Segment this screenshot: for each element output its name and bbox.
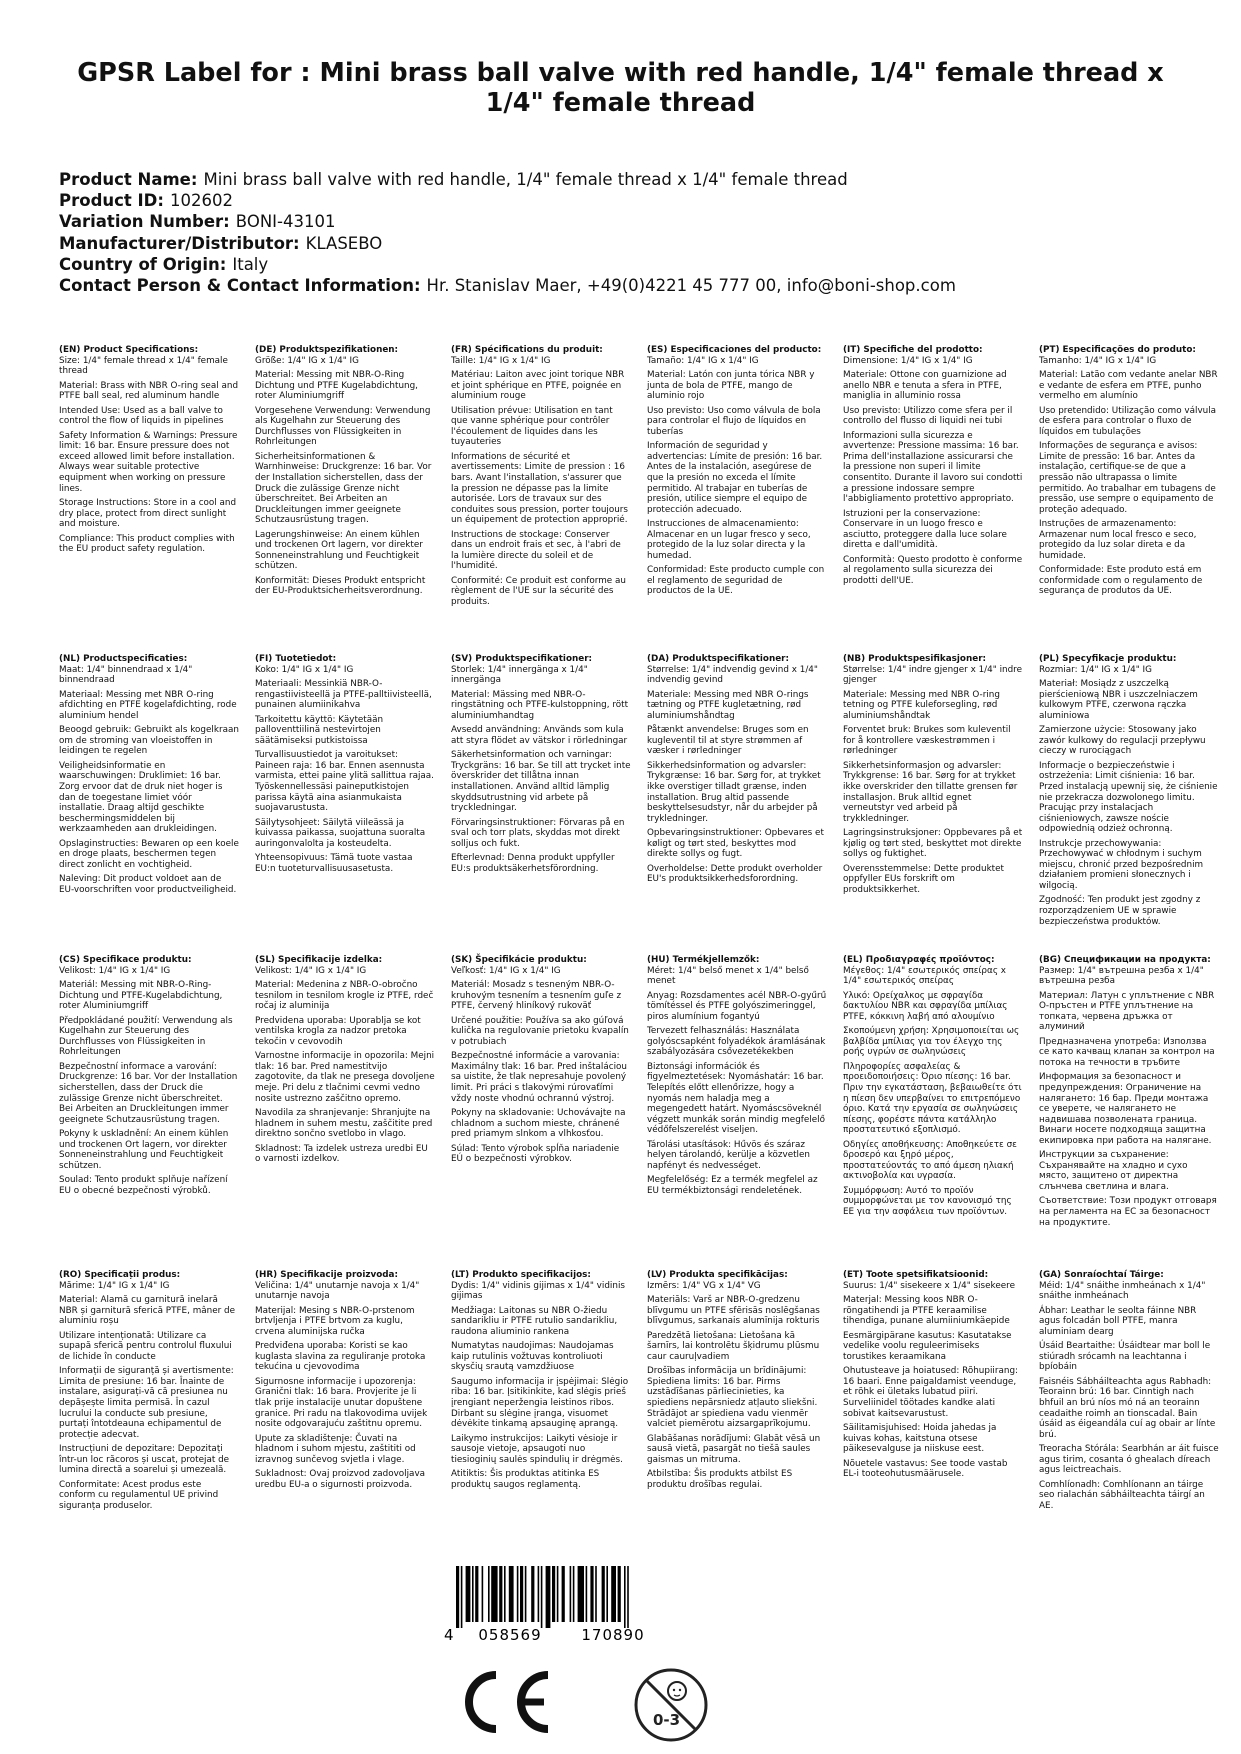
spec-heading: (PT) Especificações do produto: (1039, 345, 1196, 355)
spec-paragraph: Materiál: Messing mit NBR-O-Ring-Dichtung und PTFE-Kugelabdichtung, roter Aluminiumgriff (59, 980, 223, 1012)
spec-paragraph: Conformità: Questo prodotto è conforme al regolamento sulla sicurezza dei prodotti dell'UE. (843, 554, 1023, 586)
spec-paragraph: Conformitate: Acest produs este conform cu regulamentul UE privind siguranța produselor. (59, 1479, 219, 1511)
barcode-bar (504, 1566, 506, 1622)
spec-block (255, 345, 435, 601)
barcode-bar (578, 1566, 584, 1622)
spec-paragraph: Forventet bruk: Brukes som kuleventil for å kontrollere væskestrømmen i rørledninger (843, 725, 1011, 757)
barcode-bar (590, 1566, 593, 1622)
spec-heading: (SK) Špecifikácie produktu: (451, 955, 587, 965)
spec-paragraph: Sukladnost: Ovaj proizvod zadovoljava uredbu EU-a o sigurnosti proizvoda. (255, 1469, 426, 1490)
spec-paragraph: Materiale: Messing med NBR O-rings tætning og PTFE kugletætning, rød aluminiumshåndtag (647, 689, 809, 721)
spec-paragraph: Материал: Латун с уплътнение с NBR О-пръстен и PTFE уплътнение на топката, червена дръжка от алуминий (1039, 990, 1215, 1033)
spec-heading: (NB) Produktspesifikasjoner: (843, 654, 987, 664)
info-value: Mini brass ball valve with red handle, 1/4" female thread x 1/4" female thread (203, 170, 848, 189)
barcode-bar (552, 1566, 555, 1622)
spec-paragraph: Treoracha Stórála: Searbhán ar áit fuisce agus tirim, cosanta ó ghealach díreach agus leictreachais. (1039, 1444, 1219, 1476)
barcode-bar (586, 1566, 588, 1622)
spec-paragraph: Tarkoitettu käyttö: Käytetään palloventtiilinä nestevirtojen säätämiseksi putkistoissa (255, 714, 384, 746)
spec-paragraph: Velikost: 1/4" IG x 1/4" IG (59, 965, 171, 976)
spec-heading: (SL) Specifikacije izdelka: (255, 955, 383, 965)
spec-paragraph: Atitiktis: Šis produktas atitinka ES produktų saugos reglamentą. (451, 1469, 600, 1490)
spec-paragraph: Lagerungshinweise: An einem kühlen und trockenen Ort lagern, vor direkter Sonneneinstrahlung und Feuchtigkeit schützen. (255, 529, 423, 572)
barcode-bar (499, 1566, 502, 1622)
spec-paragraph: Μέγεθος: 1/4" εσωτερικός σπείρας x 1/4" εσωτερικός σπείρας (843, 965, 1006, 987)
barcode-digits-mid: 058569 (478, 1626, 542, 1644)
spec-block (451, 654, 631, 878)
spec-paragraph: Material: Brass with NBR O-ring seal and PTFE ball seal, red aluminum handle (59, 380, 239, 402)
spec-paragraph: Eesmärgipärane kasutus: Kasutatakse vedelike voolu reguleerimiseks torustikes keraamikana (843, 1330, 1012, 1362)
spec-heading: (DA) Produktspecifikationer: (647, 654, 790, 664)
spec-paragraph: Utilizare intenționată: Utilizare ca supapă sferică pentru controlul fluxului de lichide în conducte (59, 1330, 232, 1362)
spec-paragraph: Biztonsági információk és figyelmeztetések: Nyomáshatár: 16 bar. Telepítés előtt ellenőrizze, hogy a nyomás nem haladja meg a megengedett határt. Nyomáscsöveknél végzett munkák során mindig megfelelő védőfelszerelést viseljen. (647, 1061, 825, 1136)
spec-paragraph: Overholdelse: Dette produkt overholder EU's produktsikkerhedsforordning. (647, 863, 823, 885)
info-label: Country of Origin: (59, 254, 227, 274)
spec-paragraph: Zgodność: Ten produkt jest zgodny z rozporządzeniem UE w sprawie bezpieczeństwa produktów. (1039, 895, 1201, 927)
spec-paragraph: Atbilstība: Šis produkts atbilst ES produktu drošības regulai. (647, 1469, 793, 1490)
spec-paragraph: Съответствие: Този продукт отговаря на регламента на ЕС за безопасност на продуктите. (1039, 1196, 1217, 1228)
spec-block (843, 1270, 1023, 1484)
spec-paragraph: Größe: 1/4" IG x 1/4" IG (255, 355, 359, 366)
spec-heading: (GA) Sonraíochtaí Táirge: (1039, 1270, 1164, 1280)
spec-paragraph: Material: Medenina z NBR-O-obročno tesnilom in tesnilom krogle iz PTFE, rdeč ročaj iz aluminija (255, 980, 434, 1012)
spec-block (59, 955, 239, 1200)
spec-paragraph: Tamanho: 1/4" IG x 1/4" IG (1039, 355, 1157, 366)
spec-paragraph: Sikkerhetsinformasjon og advarsler: Trykkgrense: 16 bar. Sørg for at trykket ikke overskrider den tillatte grensen før installasjon. Bruk alltid egnet verneutstyr ved arbeid på trykkledninger. (843, 760, 1018, 824)
spec-heading: (NL) Productspecificaties: (59, 654, 188, 664)
spec-paragraph: Instructions de stockage: Conserver dans un endroit frais et sec, à l'abri de la lumière directe du soleil et de l'humidité. (451, 529, 621, 572)
spec-paragraph: Paredzētā lietošana: Lietošana kā šarnīrs, lai kontrolētu šķidrumu plūsmu caur cauruļvadiem (647, 1330, 820, 1362)
spec-heading: (PL) Specyfikacje produktu: (1039, 654, 1177, 664)
spec-paragraph: Turvallisuustiedot ja varoitukset: Paineen raja: 16 bar. Ennen asennusta varmista, ettei paine ylitä sallittua rajaa. Työskennellessäsi paineputkistojen parissa käytä aina asianmukaista suojavarustusta. (255, 750, 434, 814)
spec-paragraph: Saugumo informacija ir įspėjimai: Slėgio riba: 16 bar. Įsitikinkite, kad slėgis prieš įrengiant neperžengia leistinos ribos. Dirbant su slėgine įranga, visuomet dėvėkite tinkamą apsauginę aprangą. (451, 1376, 629, 1430)
spec-block (1039, 1270, 1219, 1515)
spec-paragraph: Anyag: Rozsdamentes acél NBR-O-gyűrű tömítéssel és PTFE golyószimeringgel, piros alumínium fogantyú (647, 990, 827, 1022)
spec-paragraph: Opslaginstructies: Bewaren op een koele en droge plaats, beschermen tegen direct zonlicht en vochtigheid. (59, 838, 239, 870)
spec-paragraph: Materjal: Messing koos NBR O-rõngatihendi ja PTFE keraamilise tihendiga, punane alumiiniumkäepide (843, 1295, 1010, 1327)
spec-paragraph: Taille: 1/4" IG x 1/4" IG (451, 355, 551, 366)
spec-block (59, 345, 239, 559)
spec-paragraph: Size: 1/4" female thread x 1/4" female thread (59, 355, 228, 377)
spec-paragraph: Material: Mässing med NBR-O-ringstätning och PTFE-kulstoppning, rött aluminiumhandtag (451, 689, 629, 721)
barcode-bar (595, 1566, 597, 1622)
info-label: Product ID: (59, 191, 164, 211)
spec-heading: (HU) Termékjellemzők: (647, 955, 760, 965)
spec-block (451, 955, 631, 1169)
barcode-bar (602, 1566, 605, 1622)
barcode-bar (466, 1566, 471, 1622)
spec-paragraph: Material: Latón con junta tórica NBR y junta de bola de PTFE, mango de aluminio rojo (647, 370, 815, 402)
spec-block (843, 345, 1023, 590)
spec-block (255, 955, 435, 1169)
spec-paragraph: Conformidade: Este produto está em conformidade com o regulamento de segurança de produtos da UE. (1039, 565, 1203, 597)
spec-paragraph: Konformität: Dieses Produkt entspricht der EU-Produktsicherheitsverordnung. (255, 575, 426, 597)
info-value: KLASEBO (305, 233, 383, 253)
spec-heading: (DE) Produktspezifikationen: (255, 345, 399, 355)
spec-paragraph: Safety Information & Warnings: Pressure limit: 16 bar. Ensure pressure does not exceed allowed limit before installation. Always wear suitable protective equipment when working on pressure lines. (59, 430, 238, 494)
spec-paragraph: Skladnost: Ta izdelek ustreza uredbi EU o varnosti izdelkov. (255, 1143, 428, 1165)
spec-paragraph: Material: Latão com vedante anelar NBR e vedante de esfera em PTFE, punho vermelho em alumínio (1039, 370, 1218, 402)
info-row (59, 169, 1189, 190)
spec-paragraph: Úsáid Beartaithe: Úsáidtear mar boll le stiúradh srócamh na leachtanna i bpíobáin (1039, 1341, 1211, 1373)
spec-heading: (RO) Specificații produs: (59, 1270, 181, 1280)
spec-paragraph: Tárolási utasítások: Hűvös és száraz helyen tárolandó, kerülje a közvetlen napfényt és nedvességet. (647, 1139, 810, 1171)
spec-paragraph: Rozmiar: 1/4" IG x 1/4" IG (1039, 664, 1152, 675)
spec-paragraph: Tervezett felhasználás: Használata golyóscsapként folyadékok áramlásának szabályozására csővezetékekben (647, 1026, 826, 1058)
spec-paragraph: Upute za skladištenje: Čuvati na hladnom i suhom mjestu, zaštititi od izravnog sunčevog svjetla i vlage. (255, 1433, 416, 1465)
spec-paragraph: Materiaal: Messing met NBR O-ring afdichting en PTFE kogelafdichting, rode aluminium hendel (59, 689, 237, 721)
spec-paragraph: Soulad: Tento produkt splňuje nařízení EU o obecné bezpečnosti výrobků. (59, 1175, 228, 1196)
spec-block (647, 654, 827, 889)
spec-paragraph: Σκοπούμενη χρήση: Χρησιμοποιείται ως βαλβίδα μπίλιας για τον έλεγχο της ροής υγρών σε σωληνώσεις (843, 1026, 1020, 1058)
product-info (59, 169, 1189, 296)
barcode-bar (472, 1566, 474, 1622)
info-row (59, 233, 1189, 254)
spec-block (451, 345, 631, 612)
spec-paragraph: Instruções de armazenamento: Armazenar num local fresco e seco, protegido da luz solar direta e da humidade. (1039, 519, 1197, 561)
spec-paragraph: Pokyny na skladovanie: Uchovávajte na chladnom a suchom mieste, chránené pred priamym slnkom a vlhkosťou. (451, 1108, 626, 1140)
spec-paragraph: Säkerhetsinformation och varningar: Tryckgräns: 16 bar. Se till att trycket inte överskrider det tillåtna innan installationen. Använd alltid lämplig skyddsutrustning vid arbete på tryckledningar. (451, 750, 631, 814)
spec-paragraph: Materiał: Mosiądz z uszczelką pierścieniową NBR i uszczelniaczem kulkowym PTFE, czerwona rączka aluminiowa (1039, 679, 1198, 721)
spec-paragraph: Laikymo instrukcijos: Laikyti vėsioje ir sausoje vietoje, apsaugoti nuo tiesioginių saulės spindulių ir drėgmės. (451, 1433, 623, 1465)
barcode-bar (509, 1566, 514, 1622)
info-row (59, 190, 1189, 211)
spec-paragraph: Materijal: Mesing s NBR-O-prstenom brtvljenja i PTFE brtvom za kuglu, crvena aluminijska ručka (255, 1305, 415, 1337)
spec-paragraph: Numatytas naudojimas: Naudojamas kaip rutulinis vožtuvas kontroliuoti skysčių srautą vamzdžiuose (451, 1341, 614, 1373)
spec-paragraph: Materiale: Ottone con guarnizione ad anello NBR e tenuta a sfera in PTFE, maniglia in alluminio rossa (843, 370, 1007, 402)
info-value: BONI-43101 (235, 212, 336, 232)
info-label: Product Name: (59, 170, 198, 189)
spec-paragraph: Méret: 1/4" belső menet x 1/4" belső menet (647, 965, 809, 987)
spec-paragraph: Vorgesehene Verwendung: Verwendung als Kugelhahn zur Steuerung des Durchflusses von Flüssigkeiten in Rohrleitungen (255, 405, 431, 448)
spec-paragraph: Méid: 1/4" snáithe inmheánach x 1/4" snáithe inmheánach (1039, 1280, 1206, 1302)
spec-heading: (BG) Спецификации на продукта: (1039, 955, 1211, 965)
barcode-bar (531, 1566, 534, 1622)
spec-paragraph: Predvidena uporaba: Uporablja se kot ventilska krogla za nadzor pretoka tekočin v cevovodih (255, 1015, 421, 1047)
spec-paragraph: Información de seguridad y advertencias: Límite de presión: 16 bar. Antes de la instalación, asegúrese de que la presión no exceda el límite permitido. Al trabajar en tuberías de presión, utilice siempre el equipo de protección adecuado. (647, 441, 823, 515)
barcode-bar (618, 1566, 621, 1622)
spec-paragraph: Uso pretendido: Utilização como válvula de esfera para controlar o fluxo de líquidos em tubulações (1039, 405, 1217, 437)
info-row (59, 275, 1189, 296)
barcode (440, 1562, 680, 1644)
spec-paragraph: Materiāls: Varš ar NBR-O-gredzenu blīvgumu un PTFE sfērisās noslēgšanas blīvgumus, sarkanais alumīnija rokturis (647, 1295, 820, 1327)
spec-paragraph: Koko: 1/4" IG x 1/4" IG (255, 664, 354, 675)
spec-paragraph: Veiligheidsinformatie en waarschuwingen: Druklimiet: 16 bar. Zorg ervoor dat de druk niet hoger is dan de toegestane limiet vóór installatie. Draag altijd geschikte beschermingsmiddelen bij werkzaamheden aan drukleidingen. (59, 760, 223, 835)
spec-paragraph: Dimensione: 1/4" IG x 1/4" IG (843, 355, 973, 366)
spec-block (1039, 345, 1219, 601)
spec-paragraph: Πληροφορίες ασφαλείας & προειδοποιήσεις: Όριο πίεσης: 16 bar. Πριν την εγκατάσταση, βεβαιωθείτε ότι η πίεση δεν υπερβαίνει το επιτρεπόμενο όριο. Κατά την εργασία σε σωληνώσεις πίεσης, φορέστε πάντα κατάλληλο προστατευτικό εξοπλισμό. (843, 1061, 1022, 1136)
spec-block (647, 955, 827, 1200)
spec-paragraph: Opbevaringsinstruktioner: Opbevares et køligt og tørt sted, beskyttes mod direkte sollys og fugt. (647, 828, 824, 860)
spec-paragraph: Izmērs: 1/4" VG x 1/4" VG (647, 1280, 761, 1291)
spec-paragraph: Předpokládané použití: Verwendung als Kugelhahn zur Steuerung des Durchflusses von Flüssigkeiten in Rohrleitungen (59, 1015, 233, 1058)
spec-block (843, 654, 1023, 899)
spec-paragraph: Conformidad: Este producto cumple con el reglamento de seguridad de productos de la UE. (647, 565, 825, 597)
spec-paragraph: Naleving: Dit product voldoet aan de EU-voorschriften voor productveiligheid. (59, 874, 237, 895)
spec-paragraph: Säilitamisjuhised: Hoida jahedas ja kuivas kohas, kaitstuna otsese päikesevalguse ja niiskuse eest. (843, 1423, 997, 1455)
spec-paragraph: Yhteensopivuus: Tämä tuote vastaa EU:n tuoteturvallisuusasetusta. (255, 853, 413, 874)
spec-heading: (SV) Produktspecifikationer: (451, 654, 593, 664)
barcode-bar (570, 1566, 572, 1622)
barcode-digits-last: 170890 (581, 1626, 645, 1644)
spec-paragraph: Materiál: Mosadz s tesneným NBR-O-kruhovým tesnením a tesnením guľe z PTFE, červený hliníkový rukoväť (451, 980, 622, 1012)
spec-block (1039, 654, 1219, 931)
spec-paragraph: Påtænkt anvendelse: Bruges som en kugleventil til at styre strømmen af væsker i rørledninger (647, 725, 809, 757)
spec-block (255, 654, 435, 878)
barcode-bar (546, 1566, 551, 1628)
spec-heading: (ET) Toote spetsifikatsioonid: (843, 1270, 989, 1280)
spec-paragraph: Faisnéis Sábháilteachta agus Rabhadh: Teorainn brú: 16 bar. Cinntigh nach bhfuil an brú níos mó ná an teorainn ceadaithe roimh an tionscadal. Bain úsáid as éigeandála cuí ag obair ar línte brú. (1039, 1376, 1216, 1440)
spec-paragraph: Instrucțiuni de depozitare: Depozitați într-un loc răcoros și uscat, protejat de lumina directă a soarelui și umezeală. (59, 1444, 230, 1476)
barcode-bar (557, 1566, 559, 1622)
spec-paragraph: Informations de sécurité et avertissements: Limite de pression : 16 bars. Avant l'installation, s'assurer que la pression ne dépasse pas la limite autorisée. Lors de travaux sur des conduites sous pression, porter toujours un équipement de protection approprié. (451, 451, 629, 526)
spec-paragraph: Overensstemmelse: Dette produktet oppfyller EUs forskrift om produktsikkerhet. (843, 863, 1004, 895)
spec-paragraph: Tamaño: 1/4" IG x 1/4" IG (647, 355, 759, 366)
spec-heading: (CS) Specifikace produktu: (59, 955, 192, 965)
spec-block (59, 654, 239, 899)
spec-paragraph: Οδηγίες αποθήκευσης: Αποθηκεύετε σε δροσερό και ξηρό μέρος, προστατεύοντάς το από άμεση ηλιακή ακτινοβολία και υγρασία. (843, 1139, 1017, 1182)
spec-paragraph: Uso previsto: Uso como válvula de bola para controlar el flujo de líquidos en tuberías (647, 405, 821, 437)
spec-paragraph: Navodila za shranjevanje: Shranjujte na hladnem in suhem mestu, zaščitite pred direktno sončno svetlobo in vlago. (255, 1108, 433, 1140)
info-label: Variation Number: (59, 212, 230, 232)
barcode-bar (541, 1566, 543, 1628)
info-value: Italy (232, 254, 269, 274)
barcode-bar (456, 1566, 459, 1628)
barcode-bar (517, 1566, 519, 1622)
spec-paragraph: Συμμόρφωση: Αυτό το προϊόν συμμορφώνεται με τον κανονισμό της ΕΕ για την ασφάλεια των προϊόντων. (843, 1185, 1012, 1218)
spec-block (1039, 955, 1219, 1232)
spec-paragraph: Sigurnosne informacije i upozorenja: Granični tlak: 16 bara. Provjerite je li tlak prije instalacije unutar dopuštene granice. Pri radu na tlakovodima uvijek nosite odgovarajuću zaštitnu opremu. (255, 1376, 428, 1430)
info-value: 102602 (169, 191, 233, 211)
spec-paragraph: Comhlíonadh: Comhlíonann an táirge seo rialachán sábháilteachta táirgí an AE. (1039, 1479, 1205, 1511)
spec-paragraph: Maat: 1/4" binnendraad x 1/4" binnendraad (59, 664, 193, 686)
spec-block (647, 1270, 827, 1494)
barcode-bar (475, 1566, 478, 1622)
spec-paragraph: Material: Messing mit NBR-O-Ring Dichtung und PTFE Kugelabdichtung, roter Aluminiumgriff (255, 370, 418, 402)
info-row (59, 211, 1189, 232)
barcode-bar (611, 1566, 616, 1622)
info-row (59, 254, 1189, 275)
barcode-bar (520, 1566, 523, 1622)
spec-paragraph: Υλικό: Ορείχαλκος με σφραγίδα δακτυλίου NBR και σφραγίδα μπίλιας PTFE, κόκκινη λαβή από αλουμίνιο (843, 990, 1008, 1022)
spec-heading: (LT) Produkto specifikacijos: (451, 1270, 591, 1280)
spec-paragraph: Säilytysohjeet: Säilytä viileässä ja kuivassa paikassa, suojattuna suoralta auringonvalolta ja kosteudelta. (255, 817, 426, 849)
spec-paragraph: Ohutusteave ja hoiatused: Rõhupiirang: 16 baari. Enne paigaldamist veenduge, et rõhk ei ületaks lubatud piiri. Surveliinidel töötades kandke alati sobivat kaitsevarustust. (843, 1366, 1018, 1419)
barcode-bar (491, 1566, 497, 1622)
spec-heading: (LV) Produkta specifikācijas: (647, 1270, 788, 1280)
spec-paragraph: Размер: 1/4" вътрешна резба x 1/4" вътрешна резба (1039, 965, 1204, 987)
spec-paragraph: Informações de segurança e avisos: Limite de pressão: 16 bar. Antes da instalação, certifique-se de que a pressão não ultrapassa o limite permitido. Ao trabalhar em tubagens de pressão, use sempre o equipamento de proteção adequado. (1039, 441, 1216, 515)
spec-paragraph: Určené použitie: Používa sa ako gúľová kulička na regulovanie prietoku kvapalín v potrubiach (451, 1015, 629, 1047)
spec-paragraph: Mărime: 1/4" IG x 1/4" IG (59, 1280, 170, 1291)
barcode-bar (525, 1566, 527, 1622)
barcode-bar (482, 1566, 484, 1622)
spec-paragraph: Størrelse: 1/4" indvendig gevind x 1/4" indvendig gevind (647, 664, 818, 686)
barcode-bar (488, 1566, 490, 1622)
barcode-digit-first: 4 (444, 1626, 454, 1644)
barcode-bar (538, 1566, 540, 1622)
spec-paragraph: Varnostne informacije in opozorila: Mejni tlak: 16 bar. Pred namestitvijo zagotovite, da tlak ne presega dovoljene meje. Pri delu z tlačnimi cevmi vedno nosite ustrezno zaščitno opremo. (255, 1051, 435, 1104)
spec-paragraph: Beoogd gebruik: Gebruikt als kogelkraan om de stroming van vloeistoffen in leidingen te regelen (59, 725, 239, 757)
spec-paragraph: Informații de siguranță și avertismente: Limita de presiune: 16 bar. Înainte de instalare, asigurați-vă că presiunea nu depășește limita permisă. În cazul lucrului la conducte sub presiune, purtați întotdeauna echipamentul de protecție adecvat. (59, 1366, 234, 1440)
spec-paragraph: Dydis: 1/4" vidinis gijimas x 1/4" vidinis gijimas (451, 1280, 625, 1302)
barcode-bar (624, 1566, 626, 1628)
spec-paragraph: Súlad: Tento výrobok spĺňa nariadenie EÚ o bezpečnosti výrobkov. (451, 1143, 620, 1165)
spec-paragraph: Avsedd användning: Används som kula att styra flödet av vätskor i rörledningar (451, 725, 628, 746)
spec-paragraph: Conformité: Ce produit est conforme au règlement de l'UE sur la sécurité des produits. (451, 575, 626, 608)
spec-paragraph: Instrucciones de almacenamiento: Almacenar en un lugar fresco y seco, protegido de la luz solar directa y la humedad. (647, 519, 811, 561)
spec-paragraph: Drošības informācija un brīdinājumi: Spiediena limits: 16 bar. Pirms uzstādīšanas pārliecinieties, ka spiediens nepārsniedz atļauto sliekšni. Strādājot ar spiediena vadu vienmēr valciet piemērotu aizsargaprīkojumu. (647, 1366, 818, 1430)
spec-heading: (HR) Specifikacije proizvoda: (255, 1270, 398, 1280)
spec-heading: (EN) Product Specifications: (59, 345, 199, 355)
spec-paragraph: Utilisation prévue: Utilisation en tant que vanne sphérique pour contrôler l'écoulement de liquides dans les tuyauteries (451, 405, 613, 448)
spec-paragraph: Matériau: Laiton avec joint torique NBR et joint sphérique en PTFE, poignée en aluminium rouge (451, 370, 625, 402)
spec-paragraph: Instrukcje przechowywania: Przechowywać w chłodnym i suchym miejscu, chronić przed bezpośrednim działaniem promieni słonecznych i wilgocią. (1039, 838, 1204, 891)
spec-block (647, 345, 827, 601)
spec-block (255, 1270, 435, 1494)
spec-paragraph: Nõuetele vastavus: See toode vastab EL-i tooteohutusmäärusele. (843, 1458, 1008, 1480)
spec-paragraph: Sicherheitsinformationen & Warnhinweise: Druckgrenze: 16 bar. Vor der Installation sicherstellen, dass der Druck die zulässige Grenze nicht überschreitet. Bei Arbeiten an Druckleitungen immer geeignete Schutzausrüstung tragen. (255, 451, 432, 526)
spec-paragraph: Materiale: Messing med NBR O-ring tetning og PTFE kuleforsegling, rød aluminiumshåndtak (843, 689, 1000, 721)
spec-paragraph: Suurus: 1/4" sisekeere x 1/4" sisekeere (843, 1280, 1015, 1291)
spec-paragraph: Ábhar: Leathar le seolta fáinne NBR agus folcadán boll PTFE, manra aluminiam dearg (1039, 1305, 1197, 1337)
spec-paragraph: Materiaali: Messinkiä NBR-O-rengastiivisteellä ja PTFE-palltiivisteellä, punainen alumiinikahva (255, 679, 432, 711)
barcode-bar (562, 1566, 565, 1622)
barcode-bar (627, 1566, 629, 1628)
spec-paragraph: Förvaringsinstruktioner: Förvaras på en sval och torr plats, skyddas mot direkt solljus och fukt. (451, 817, 625, 849)
spec-paragraph: Pokyny k uskladnění: An einem kühlen und trockenen Ort lagern, vor direkter Sonneneinstrahlung und Feuchtigkeit schützen. (59, 1129, 229, 1171)
spec-paragraph: Predviđena uporaba: Koristi se kao kuglasta slavina za reguliranje protoka tekućina u cjevovodima (255, 1341, 426, 1373)
spec-paragraph: Предназначена употреба: Използва се като качващ клапан за контрол на потока на течности в тръбите (1039, 1036, 1215, 1068)
age-label: 0-3 (653, 1711, 681, 1729)
spec-paragraph: Zamierzone użycie: Stosowany jako zawór kulkowy do regulacji przepływu cieczy w rurociągach (1039, 725, 1206, 757)
spec-paragraph: Veličina: 1/4" unutarnje navoja x 1/4" unutarnje navoja (255, 1280, 420, 1302)
spec-heading: (FI) Tuotetiedot: (255, 654, 337, 664)
ce-mark-icon (456, 1667, 556, 1737)
spec-paragraph: Uso previsto: Utilizzo come sfera per il controllo del flusso di liquidi nei tubi (843, 405, 1013, 427)
spec-block (59, 1270, 239, 1515)
spec-paragraph: Инструкции за съхранение: Съхранявайте на хладно и сухо място, защитено от директна слънчева светлина и влага. (1039, 1150, 1188, 1192)
not-for-children-0-3-icon (631, 1665, 711, 1745)
page-title: GPSR Label for : Mini brass ball valve with red handle, 1/4" female thread x 1/4" female thread (77, 58, 1164, 118)
spec-paragraph: Intended Use: Used as a ball valve to control the flow of liquids in pipelines (59, 405, 224, 427)
spec-paragraph: Istruzioni per la conservazione: Conservare in un luogo fresco e asciutto, proteggere dalla luce solare diretta e dall'umidità. (843, 508, 1007, 551)
barcode-bar (573, 1566, 575, 1622)
spec-heading: (EL) Προδιαγραφές προϊόντος: (843, 955, 995, 965)
spec-paragraph: Lagringsinstruksjoner: Oppbevares på et kjølig og tørt sted, beskyttet mot direkte sollys og fuktighet. (843, 828, 1023, 860)
barcode-bar (606, 1566, 608, 1622)
spec-paragraph: Bezpečnostní informace a varování: Druckgrenze: 16 bar. Vor der Installation sicherstellen, dass der Druck die zulässige Grenze nicht überschreitet. Bei Arbeiten an Druckleitungen immer geeignete Schutzausrüstung tragen. (59, 1061, 238, 1125)
spec-paragraph: Informazioni sulla sicurezza e avvertenze: Pressione massima: 16 bar. Prima dell'installazione assicurarsi che la pressione non superi il limite consentito. Durante il lavoro sui condotti a pressione indossare sempre l'abbigliamento protettivo appropriato. (843, 430, 1023, 505)
spec-paragraph: Sikkerhedsinformation og advarsler: Trykgrænse: 16 bar. Sørg for, at trykket ikke overstiger tilladt grænse, inden installation. Brug altid passende beskyttelsesudstyr, når du arbejder på trykledninger. (647, 760, 821, 824)
info-label: Manufacturer/Distributor: (59, 233, 300, 253)
spec-heading: (IT) Specifiche del prodotto: (843, 345, 983, 355)
spec-block (451, 1270, 631, 1494)
spec-paragraph: Compliance: This product complies with the EU product safety regulation. (59, 533, 235, 555)
barcode-bar (461, 1566, 463, 1628)
spec-paragraph: Информация за безопасност и предупреждения: Ограничение на налягането: 16 бар. Преди монтажа се уверете, че налягането не надвишава позволената граница. Винаги носете подходяща защитна екипировка при работа на налягане. (1039, 1072, 1212, 1146)
info-label: Contact Person & Contact Information: (59, 276, 421, 296)
spec-block (843, 955, 1023, 1222)
spec-paragraph: Medžiaga: Laitonas su NBR O-žiedu sandarikliu ir PTFE rutulio sandarikliu, raudona aliuminio rankena (451, 1305, 618, 1337)
spec-heading: (FR) Spécifications du produit: (451, 345, 603, 355)
spec-paragraph: Velikost: 1/4" IG x 1/4" IG (255, 965, 367, 976)
spec-paragraph: Efterlevnad: Denna produkt uppfyller EU:s produktsäkerhetsförordning. (451, 853, 615, 874)
spec-paragraph: Glabāšanas norādījumi: Glabāt vēsā un sausā vietā, pasargāt no tiešā saules gaismas un mitruma. (647, 1433, 821, 1465)
info-value: Hr. Stanislav Maer, +49(0)4221 45 777 00, info@boni-shop.com (426, 276, 956, 296)
spec-paragraph: Bezpečnostné informácie a varovania: Maximálny tlak: 16 bar. Pred inštaláciou sa uistite, že tlak nepresahuje povolený limit. Pri práci s tlakovými rúrovaťími vždy noste vhodnú ochrannú výstroj. (451, 1051, 627, 1104)
spec-paragraph: Material: Alamă cu garnitură inelară NBR și garnitură sferică PTFE, mâner de aluminiu roșu (59, 1295, 236, 1327)
spec-paragraph: Veľkosť: 1/4" IG x 1/4" IG (451, 965, 561, 976)
spec-heading: (ES) Especificaciones del producto: (647, 345, 822, 355)
spec-paragraph: Størrelse: 1/4" indre gjenger x 1/4" indre gjenger (843, 664, 1023, 686)
spec-paragraph: Storage Instructions: Store in a cool and dry place, protect from direct sunlight and moisture. (59, 498, 237, 530)
spec-paragraph: Megfelelőség: Ez a termék megfelel az EU termékbiztonsági rendeletének. (647, 1175, 818, 1196)
spec-paragraph: Informacje o bezpieczeństwie i ostrzeżenia: Limit ciśnienia: 16 bar. Przed instalacją upewnij się, że ciśnienie nie przekracza dozwolonego limitu. Pracując przy instalacjach ciśnieniowych, zawsze noście odpowiednią odzież ochronną. (1039, 760, 1218, 835)
spec-paragraph: Storlek: 1/4" innergänga x 1/4" innergänga (451, 664, 588, 686)
